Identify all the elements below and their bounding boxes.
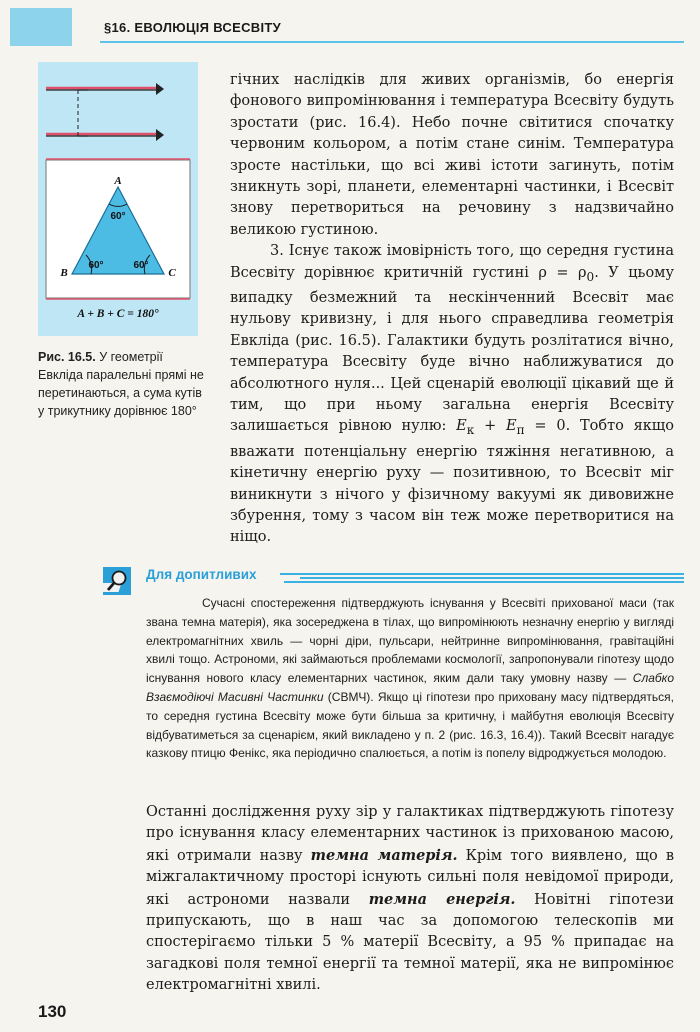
page-number: 130 bbox=[38, 1002, 67, 1021]
header-rule bbox=[100, 41, 684, 43]
ek-subscript: к bbox=[466, 423, 475, 438]
dopytlyvyh-paragraph bbox=[146, 594, 674, 763]
dl-text-a: Сучасні спостереження підтверджують існування у Всесвіті прихованої маси (так звана темна матерія), яка зосереджена в тілах, що випромінюють незначну енергію у вигляді електромагнітних хвиль — чорні діри, пульсари, нейтринне випромінювання, гравітаційні хвилі тощо. Астрономи, які займаються проблемами космології, запропонували гіпотезу щодо існування нового класу елементарних частинок, яким дали таку умовну назву — bbox=[146, 596, 674, 686]
angle-sum-formula: A + B + C = 180° bbox=[77, 308, 159, 320]
dark-matter-term: темна матерія. bbox=[310, 846, 458, 864]
paragraph-2 bbox=[230, 241, 674, 548]
bottom-text-b: Крім того виявлено, що в міжгалактичному просторі існують сильні поля невідомої природи, які астрономи назвали bbox=[146, 847, 674, 908]
arrow-head-1 bbox=[156, 83, 164, 95]
svmch-term: Слабко Взаємодіючі Масивні Частинки bbox=[146, 671, 674, 704]
angle-c-label: 60° bbox=[133, 260, 149, 271]
vertex-b-label: B bbox=[60, 267, 68, 279]
dark-energy-term: темна енергія. bbox=[368, 890, 516, 908]
ep-subscript: п bbox=[516, 423, 525, 438]
vertex-a-label: A bbox=[114, 175, 122, 187]
p2-text-b: . У цьому випадку безмежний та нескінченний Всесвіт має нульову кривизну, і для нього справедлива геометрія Евкліда (рис. 16.5). Галактики будуть розлітатися вічно, температура Всесвіту буде вічно наближуватися до абсолютного нуля... Цей сценарій еволюції цікавий ще й тим, що при ньому загальна енергія Всесвіту залишається рівною нулю: bbox=[230, 264, 674, 435]
main-text bbox=[230, 70, 674, 549]
figure-caption bbox=[38, 348, 206, 420]
figure-illustration bbox=[38, 62, 198, 336]
title-rule bbox=[284, 581, 684, 583]
p2-text-c: = 0. Тобто якщо вважати потенціальну енергію тяжіння негативною, а кінетичну енергію руху — позитивною, то Всесвіт міг виникнути з нічого у фізичному вакуумі як дивовижне збурення, тому з часом він теж може перетворитися на ніщо. bbox=[230, 418, 675, 546]
angle-b-label: 60° bbox=[88, 260, 104, 271]
title-rule bbox=[300, 577, 684, 579]
caption-text: У геометрії Евкліда паралельні прямі не перетинаються, а сума кутів у трикутнику дорівнює 180° bbox=[38, 350, 204, 418]
section-title: §16. ЕВОЛЮЦІЯ ВСЕСВІТУ bbox=[104, 20, 281, 35]
paragraph-1: гічних наслідків для живих організмів, бо енергія фонового випромінювання і температура Всесвіту будуть зростати (рис. 16.4). Небо почне світитися спочатку червоним кольором, а потім стане синім. Температура зросте настільки, що всі живі істоти загинуть, потім зникнуть зорі, планети, елементарні частинки, і Всесвіт знову перетвориться на речовину з надзвичайно великою густиною. bbox=[230, 72, 674, 238]
plus-sign: + bbox=[474, 418, 507, 435]
figure-16-5 bbox=[38, 62, 198, 336]
bottom-text-c: Новітні гіпотези припускають, що в наш час за допомогою телескопів ми спостерігаємо тільки 5 % матерії Всесвіту, а 95 % припадає на загадкові поля темної енергії та темної матерії, яка не випромінює електромагнітні хвилі. bbox=[146, 891, 674, 994]
p2-text-a: 3. Існує також імовірність того, що середня густина Всесвіту дорівнює критичній густині ρ = ρ bbox=[230, 243, 674, 281]
bottom-text bbox=[146, 802, 674, 997]
angle-a-label: 60° bbox=[110, 211, 126, 222]
ek-symbol: E bbox=[456, 418, 467, 435]
title-rule bbox=[280, 573, 684, 575]
rho-subscript: 0 bbox=[586, 269, 595, 284]
bottom-paragraph bbox=[146, 802, 674, 997]
dopytlyvyh-text bbox=[146, 594, 674, 763]
magnifier-book-icon bbox=[102, 566, 132, 596]
dl-text-b: (СВМЧ). Якщо ці гіпотези про приховану масу підтвердяться, то середня густина Всесвіту може бути більша за критичну, і майбутня еволюція Всесвіту відбуватиметься за сценарієм, який викладено у п. 2 (рис. 16.3, 16.4)). Такий Всесвіт нагадує казкову птицю Фенікс, яка періодично спалюється, а потім із попелу відроджується молодою. bbox=[146, 689, 674, 761]
corner-tab bbox=[10, 8, 72, 46]
vertex-c-label: C bbox=[168, 267, 176, 279]
dopytlyvyh-title: Для допитливих bbox=[146, 567, 257, 582]
ep-symbol: E bbox=[506, 418, 517, 435]
bottom-text-a: Останні дослідження руху зір у галактиках підтверджують гіпотезу про існування класу елементарних частинок із прихованою масою, які отримали назву bbox=[146, 804, 674, 864]
arrow-head-2 bbox=[156, 129, 164, 141]
caption-label: Рис. 16.5. bbox=[38, 350, 96, 364]
